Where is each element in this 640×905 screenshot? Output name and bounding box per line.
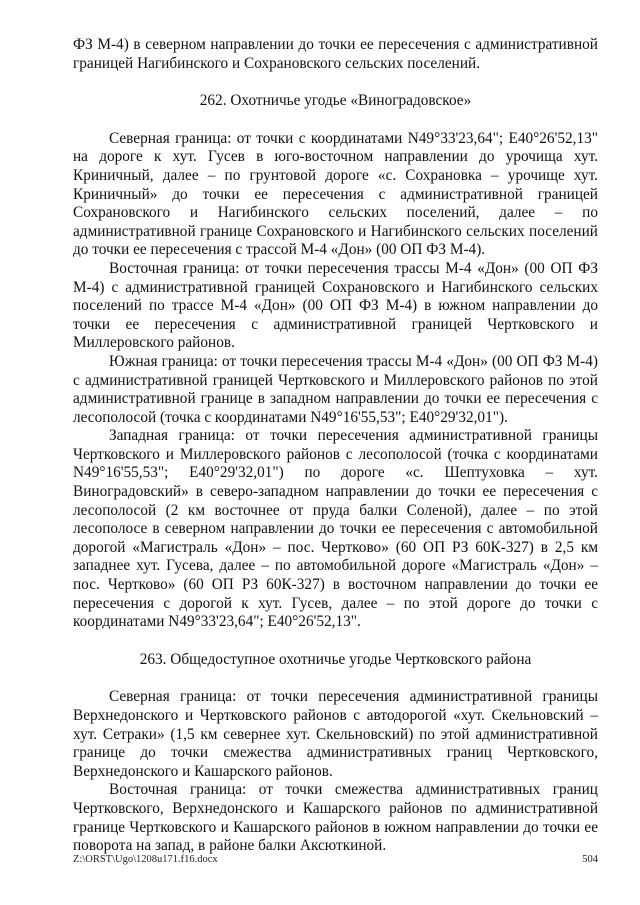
- section-262-west-border: Западная граница: от точки пересечения административной границы Чертковского и Миллеровского районов с лесополосой (точка с координатами N49°16'55,53"; E40°29'32,01") по дороге «с. Шептуховка – хут. Виноградовский» в северо-западном направлении до точки ее пересечения с лесополосой (2 км восточнее от пруда балки Соленой), далее – по этой лесополосе в северном направлении до точки ее пересечения с автомобильной дорогой «Магистраль «Дон» – пос. Чертково» (60 ОП РЗ 60К-327) в 2,5 км западнее хут. Гусева, далее – по автомобильной дороге «Магистраль «Дон» – пос. Чертково» (60 ОП РЗ 60К-327) в восточном направлении до точки ее пересечения с дорогой к хут. Гусев, далее – по этой дороге до точки с координатами N49°33'23,64"; E40°26'52,13".: [73, 427, 598, 631]
- section-263-north-border: Северная граница: от точки пересечения административной границы Верхнедонского и Чертковского районов с автодорогой «хут. Скельновский – хут. Сетраки» (1,5 км севернее хут. Скельновский) по этой административной границе до точки смежества административных границ Чертковского, Верхнедонского и Кашарского районов.: [73, 688, 598, 780]
- page-number: 504: [582, 854, 598, 865]
- section-262-north-border: Северная граница: от точки с координатами N49°33'23,64"; E40°26'52,13" на дороге к хут. Гусев в юго-восточном направлении до урочища хут. Криничный, далее – по грунтовой дороге «с. Сохрановка – урочище хут. Криничный» до точки ее пересечения с административной границей Сохрановского и Нагибинского сельских поселений, далее – по административной границе Сохрановского и Нагибинского сельских поселений до точки ее пересечения с трассой М-4 «Дон» (00 ОП ФЗ М-4).: [73, 129, 598, 259]
- continuation-paragraph: ФЗ М-4) в северном направлении до точки ее пересечения с административной границей Нагибинского и Сохрановского сельских поселений.: [73, 36, 598, 72]
- section-263-east-border: Восточная граница: от точки смежества административных границ Чертковского, Верхнедонского и Кашарского районов по административной границе Чертковского и Кашарского районов в южном направлении до точки ее поворота на запад, в районе балки Аксюткиной.: [73, 781, 598, 855]
- footer-file-path: Z:\ORST\Ugo\1208u171.f16.docx: [73, 854, 218, 865]
- section-262-title: 262. Охотничье угодье «Виноградовское»: [199, 92, 472, 110]
- spacer: [73, 632, 598, 651]
- spacer: [73, 669, 598, 688]
- spacer: [73, 73, 598, 92]
- document-page: [73, 36, 598, 856]
- section-262-east-border: Восточная граница: от точки пересечения трассы М-4 «Дон» (00 ОП ФЗ М-4) с административной границей Сохрановского и Нагибинского сельских поселений по трассе М-4 «Дон» (00 ОП ФЗ М-4) в южном направлении до точки ее пересечения с административной границей Чертковского и Миллеровского районов.: [73, 259, 598, 352]
- section-262-south-border: Южная граница: от точки пересечения трассы М-4 «Дон» (00 ОП ФЗ М-4) с административной границей Чертковского и Миллеровского районов по этой административной границе в западном направлении до точки ее пересечения с лесополосой (точка с координатами N49°16'55,53"; E40°29'32,01").: [73, 352, 598, 426]
- section-263-title: 263. Общедоступное охотничье угодье Чертковского района: [139, 650, 532, 668]
- spacer: [73, 111, 598, 130]
